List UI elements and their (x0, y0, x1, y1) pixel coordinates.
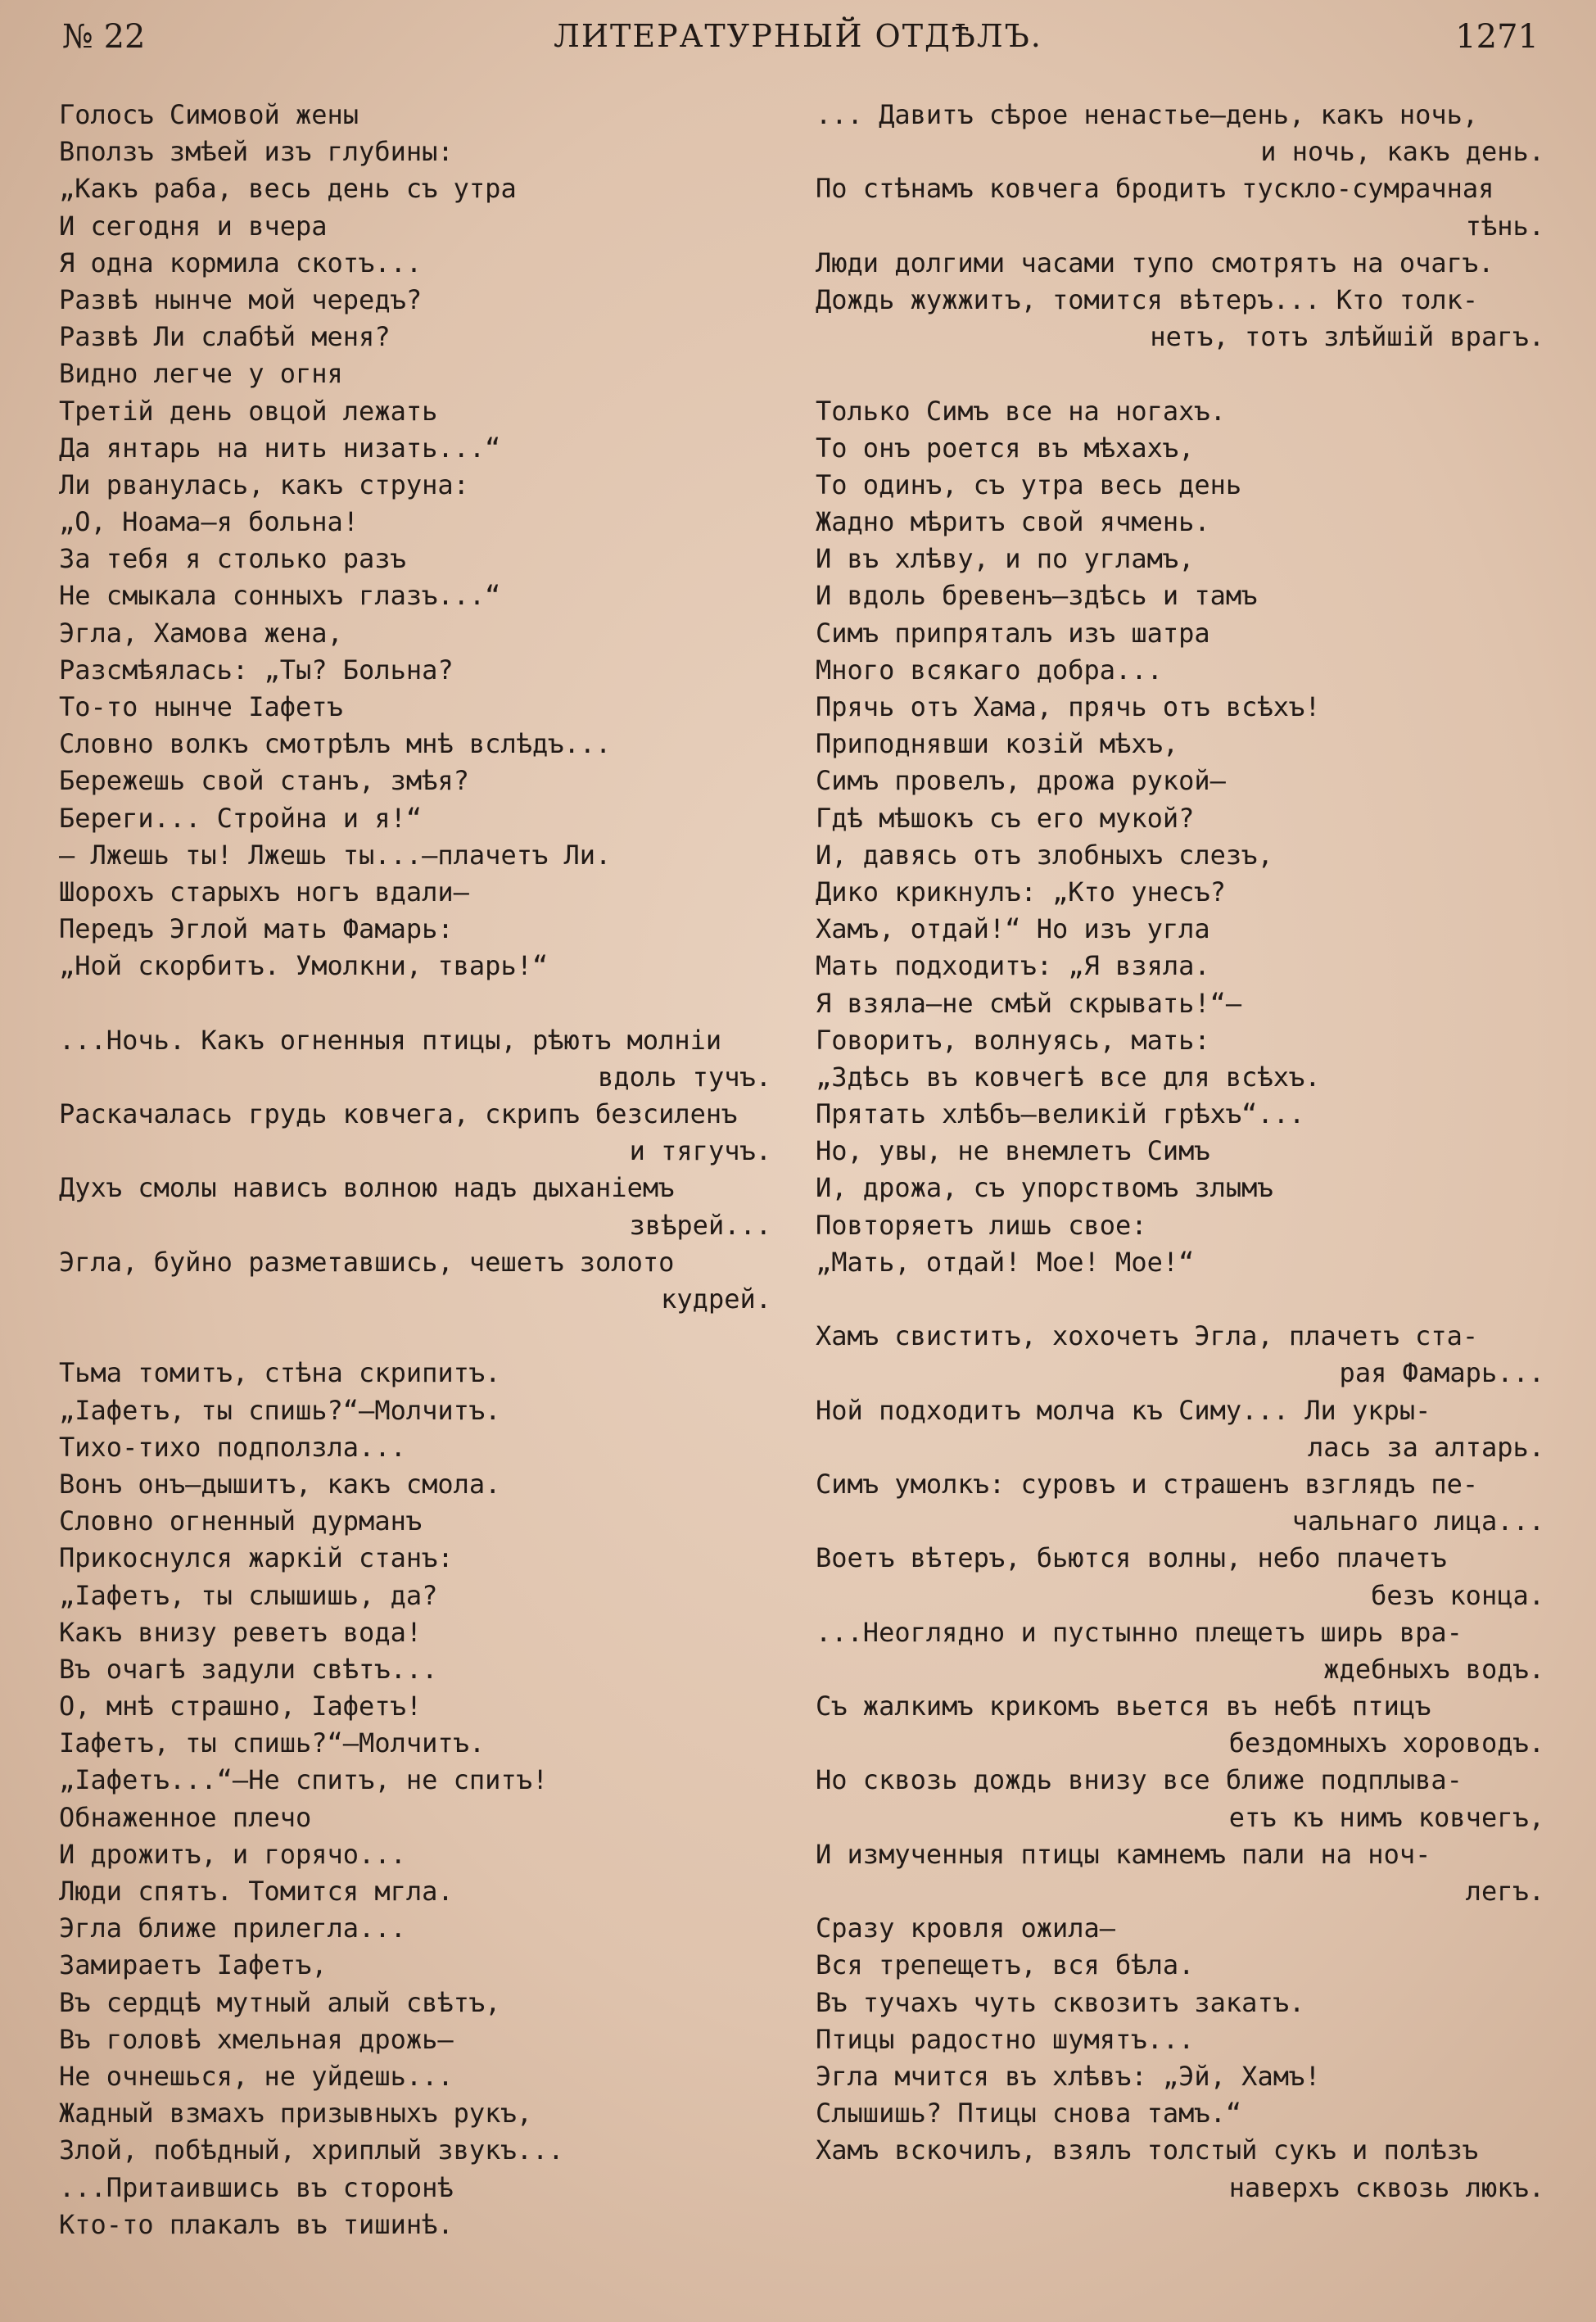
verse-line: безъ конца. (1371, 1579, 1544, 1611)
verse-line: Береги... Стройна и я!“ (59, 802, 423, 834)
verse-line: „Мать, отдай! Мое! Мое!“ (816, 1246, 1195, 1278)
verse-line: кудрей. (661, 1283, 771, 1315)
verse-line: То одинъ, съ утра весь день (816, 468, 1242, 500)
verse-line: „Іафетъ, ты спишь?“—Молчитъ. (59, 1394, 501, 1426)
verse-line: Прикоснулся жаркій станъ: (59, 1542, 454, 1574)
verse-line: чальнаго лица... (1291, 1505, 1544, 1537)
verse-line: Голосъ Симовой жены (59, 99, 359, 130)
verse-line: Люди спятъ. Томится мгла. (59, 1876, 454, 1907)
verse-line: „Іафетъ, ты слышишь, да? (59, 1579, 438, 1611)
verse-line: Я одна кормила скотъ... (59, 247, 423, 278)
verse-line: Передъ Эглой мать Фамарь: (59, 913, 454, 945)
verse-line: Видно легче у огня (59, 358, 343, 390)
verse-line: Раскачалась грудь ковчега, скрипъ безсиленъ (59, 1098, 738, 1130)
verse-line: Много всякаго добра... (816, 654, 1163, 686)
verse-line: И сегодня и вчера (59, 210, 328, 242)
stanza-break (59, 985, 771, 1022)
verse-line: Эгла, буйно разметавшись, чешетъ золото (59, 1246, 675, 1278)
verse-line: вдоль тучъ. (598, 1061, 771, 1093)
verse-line: Въ очагѣ задули свѣтъ... (59, 1653, 438, 1685)
verse-line: По стѣнамъ ковчега бродитъ тускло-сумрачная (816, 173, 1494, 205)
verse-line: Да янтарь на нить низать...“ (59, 432, 501, 464)
verse-line: нетъ, тотъ злѣйшій врагъ. (1150, 321, 1544, 353)
verse-line: и ночь, какъ день. (1260, 136, 1544, 168)
verse-line: тѣнь. (1465, 210, 1544, 242)
verse-line: „Здѣсь въ ковчегѣ все для всѣхъ. (816, 1061, 1321, 1093)
verse-line: етъ къ нимъ ковчегъ, (1228, 1801, 1544, 1833)
verse-line: Третій день овцой лежать (59, 395, 438, 427)
verse-line: Только Симъ все на ногахъ. (816, 395, 1226, 427)
verse-line: Я взяла—не смѣй скрывать!“— (816, 987, 1242, 1019)
verse-line: Симъ умолкъ: суровъ и страшенъ взглядъ пе- (816, 1468, 1479, 1500)
verse-line: Развѣ Ли слабѣй меня? (59, 321, 391, 353)
verse-line: Ной подходитъ молча къ Симу... Ли укры- (816, 1394, 1431, 1426)
verse-line: Гдѣ мѣшокъ съ его мукой? (816, 802, 1195, 834)
verse-line: Говоритъ, волнуясь, мать: (816, 1024, 1210, 1056)
verse-line: Въ сердцѣ мутный алый свѣтъ, (59, 1986, 501, 2018)
verse-line: Какъ внизу реветъ вода! (59, 1616, 423, 1648)
verse-line: ждебныхъ водъ. (1323, 1653, 1544, 1685)
verse-line: „Іафетъ...“—Не спитъ, не спитъ! (59, 1764, 549, 1796)
verse-line: Разсмѣялась: „Ты? Больна? (59, 654, 454, 686)
verse-line: „Какъ раба, весь день съ утра (59, 173, 517, 205)
verse-line: Эгла ближе прилегла... (59, 1912, 406, 1944)
right-text-column (816, 97, 1544, 2207)
verse-line: Іафетъ, ты спишь?“—Молчитъ. (59, 1727, 486, 1759)
page-header (0, 18, 1596, 75)
verse-line: бездомныхъ хороводъ. (1228, 1727, 1544, 1759)
verse-line: Духъ смолы нависъ волною надъ дыханіемъ (59, 1172, 675, 1204)
verse-line: И, дрожа, съ упорствомъ злымъ (816, 1172, 1273, 1204)
verse-line: Не смыкала сонныхъ глазъ...“ (59, 580, 501, 612)
page-number: 1271 (1455, 18, 1539, 56)
verse-line: Сразу кровля ожила— (816, 1912, 1116, 1944)
verse-line: Дождь жужжитъ, томится вѣтеръ... Кто толк- (816, 283, 1479, 315)
verse-line: ...Ночь. Какъ огненныя птицы, рѣютъ молніи (59, 1024, 722, 1056)
verse-line: И измученныя птицы камнемъ пали на ноч- (816, 1838, 1431, 1870)
verse-line: Злой, побѣдный, хриплый звукъ... (59, 2134, 564, 2166)
verse-line: и тягучъ. (629, 1135, 771, 1167)
verse-line: наверхъ сквозь люкъ. (1228, 2171, 1544, 2203)
verse-line: Прятать хлѣбъ—великій грѣхъ“... (816, 1098, 1305, 1130)
verse-line: За тебя я столько разъ (59, 543, 406, 575)
verse-line: лась за алтарь. (1308, 1431, 1544, 1463)
verse-line: — Лжешь ты! Лжешь ты...—плачетъ Ли. (59, 839, 612, 871)
verse-line: рая Фамарь... (1339, 1357, 1544, 1389)
verse-line: Хамъ вскочилъ, взялъ толстый сукъ и полѣзъ (816, 2134, 1479, 2166)
verse-line: Приподнявши козій мѣхъ, (816, 728, 1179, 760)
verse-line: ... Давитъ сѣрое ненастье—день, какъ ночь, (816, 99, 1479, 130)
verse-line: Вползъ змѣей изъ глубины: (59, 136, 454, 168)
verse-line: Эгла, Хамова жена, (59, 617, 343, 649)
verse-line: Жадно мѣритъ свой ячмень. (816, 506, 1210, 538)
verse-line: Шорохъ старыхъ ногъ вдали— (59, 876, 469, 908)
verse-line: Тьма томитъ, стѣна скрипитъ. (59, 1357, 501, 1389)
verse-line: И вдоль бревенъ—здѣсь и тамъ (816, 580, 1258, 612)
verse-line: „О, Ноама—я больна! (59, 506, 359, 538)
verse-line: Прячь отъ Хама, прячь отъ всѣхъ! (816, 691, 1321, 722)
verse-line: Эгла мчится въ хлѣвъ: „Эй, Хамъ! (816, 2060, 1321, 2092)
verse-line: Птицы радостно шумятъ... (816, 2023, 1195, 2055)
verse-line: Но, увы, не внемлетъ Симъ (816, 1135, 1210, 1167)
verse-line: „Ной скорбитъ. Умолкни, тварь!“ (59, 950, 549, 982)
verse-line: Хамъ свиститъ, хохочетъ Эгла, плачетъ ста- (816, 1320, 1479, 1352)
verse-line: Жадный взмахъ призывныхъ рукъ, (59, 2098, 532, 2130)
verse-line: Повторяетъ лишь свое: (816, 1209, 1147, 1241)
verse-line: И дрожитъ, и горячо... (59, 1838, 406, 1870)
verse-line: Кто-то плакалъ въ тишинѣ. (59, 2208, 454, 2240)
verse-line: И, давясь отъ злобныхъ слезъ, (816, 839, 1273, 871)
verse-line: Съ жалкимъ крикомъ вьется въ небѣ птицъ (816, 1691, 1431, 1722)
verse-line: Обнаженное плечо (59, 1801, 312, 1833)
verse-line: Тихо-тихо подползла... (59, 1431, 406, 1463)
verse-line: легъ. (1465, 1876, 1544, 1907)
verse-line: Воетъ вѣтеръ, бьются волны, небо плачетъ (816, 1542, 1447, 1574)
left-text-column (59, 97, 771, 2243)
verse-line: Словно волкъ смотрѣлъ мнѣ вслѣдъ... (59, 728, 612, 760)
verse-line: Словно огненный дурманъ (59, 1505, 423, 1537)
verse-line: Дико крикнулъ: „Кто унесъ? (816, 876, 1226, 908)
verse-line: О, мнѣ страшно, Іафетъ! (59, 1691, 423, 1722)
verse-line: И въ хлѣву, и по угламъ, (816, 543, 1195, 575)
verse-line: ...Притаившись въ сторонѣ (59, 2171, 454, 2203)
verse-line: То онъ роется въ мѣхахъ, (816, 432, 1195, 464)
verse-line: То-то нынче Іафетъ (59, 691, 343, 722)
verse-line: Люди долгими часами тупо смотрятъ на очагъ. (816, 247, 1494, 278)
verse-line: Симъ припряталъ изъ шатра (816, 617, 1210, 649)
stanza-break (816, 355, 1544, 392)
verse-line: Развѣ нынче мой чередъ? (59, 283, 423, 315)
issue-number: № 22 (62, 18, 146, 56)
verse-line: Симъ провелъ, дрожа рукой— (816, 765, 1226, 797)
section-title: ЛИТЕРАТУРНЫЙ ОТДѢЛЪ. (554, 18, 1042, 54)
verse-line: Хамъ, отдай!“ Но изъ угла (816, 913, 1210, 945)
stanza-break (816, 1281, 1544, 1318)
verse-line: Вся трепещетъ, вся бѣла. (816, 1949, 1195, 1981)
verse-line: Въ тучахъ чуть сквозитъ закатъ. (816, 1986, 1305, 2018)
verse-line: Вонъ онъ—дышитъ, какъ смола. (59, 1468, 501, 1500)
stanza-break (59, 1318, 771, 1355)
verse-line: ...Неоглядно и пустынно плещетъ ширь вра- (816, 1616, 1463, 1648)
verse-line: звѣрей... (629, 1209, 771, 1241)
verse-line: Мать подходитъ: „Я взяла. (816, 950, 1210, 982)
verse-line: Но сквозь дождь внизу все ближе подплыва- (816, 1764, 1463, 1796)
verse-line: Бережешь свой станъ, змѣя? (59, 765, 469, 797)
verse-line: Замираетъ Іафетъ, (59, 1949, 328, 1981)
verse-line: Въ головѣ хмельная дрожь— (59, 2023, 454, 2055)
verse-line: Слышишь? Птицы снова тамъ.“ (816, 2098, 1242, 2130)
verse-line: Не очнешься, не уйдешь... (59, 2060, 454, 2092)
verse-line: Ли рванулась, какъ струна: (59, 468, 469, 500)
